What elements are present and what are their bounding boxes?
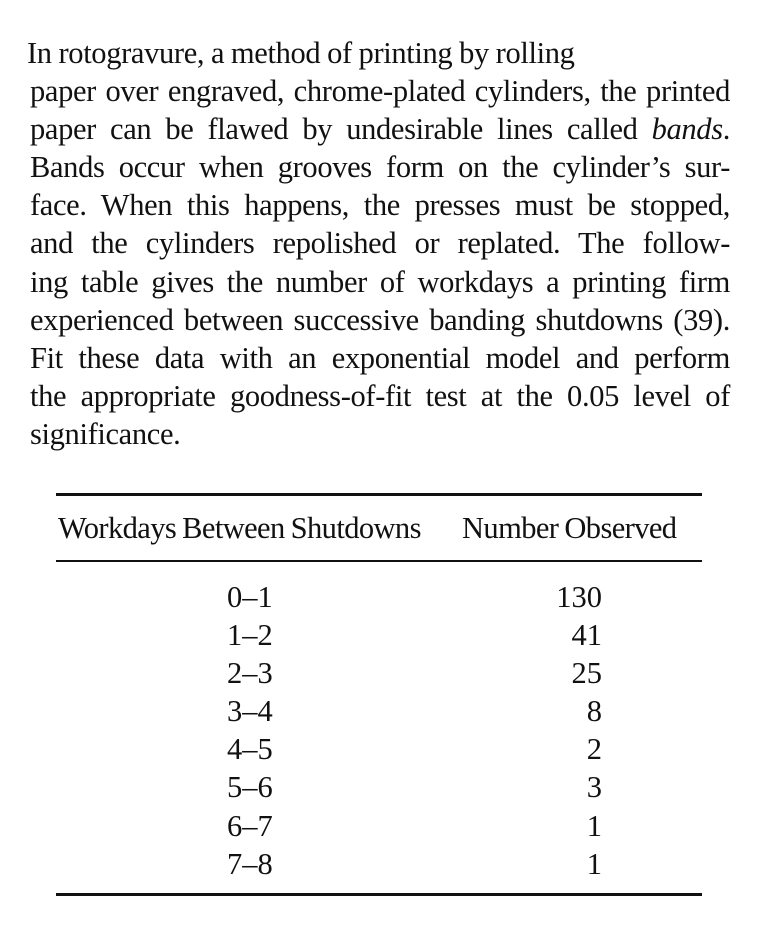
observed-count-cell: 130 bbox=[556, 580, 602, 614]
table-bottom-rule bbox=[56, 893, 702, 896]
table-header-rule bbox=[56, 560, 702, 562]
workdays-range-cell: 5–6 bbox=[227, 770, 273, 805]
observed-count-cell: 1 bbox=[586, 846, 602, 881]
italic-term-bands: bands bbox=[651, 112, 723, 147]
table-row bbox=[0, 692, 760, 730]
table-row bbox=[0, 768, 760, 806]
table-header-observed: Number Observed bbox=[462, 511, 677, 545]
table-header-workdays: Workdays Between Shutdowns bbox=[58, 511, 421, 545]
workdays-range-cell: 0–1 bbox=[227, 580, 273, 614]
table-row bbox=[0, 578, 760, 616]
workdays-range-cell: 3–4 bbox=[227, 694, 273, 729]
workdays-range-cell: 2–3 bbox=[227, 656, 273, 691]
table-top-rule bbox=[56, 493, 702, 496]
paragraph-line: the appropriate goodness-of-fit test at the 0.05 level of bbox=[30, 378, 730, 413]
table-row bbox=[0, 616, 760, 654]
paragraph-line: ing table gives the number of workdays a printing firm bbox=[30, 264, 730, 299]
paragraph-line-text: paper can be flawed by undesirable lines called bbox=[30, 112, 652, 147]
observed-count-cell: 25 bbox=[571, 656, 602, 691]
paragraph-line: and the cylinders repolished or replated. The follow- bbox=[30, 226, 730, 261]
observed-count-cell: 41 bbox=[571, 618, 602, 653]
paragraph-line: significance. bbox=[30, 416, 181, 451]
table-body bbox=[0, 578, 760, 883]
observed-count-cell: 2 bbox=[586, 732, 602, 767]
observed-count-cell: 8 bbox=[586, 694, 602, 729]
observed-count-cell: 3 bbox=[586, 770, 602, 805]
table-row bbox=[0, 807, 760, 845]
italic-term-tail: . bbox=[722, 112, 730, 147]
paragraph-line: In rotogravure, a method of printing by rolling bbox=[27, 36, 575, 70]
paragraph-line: paper over engraved, chrome-plated cylinders, the printed bbox=[30, 74, 730, 109]
workdays-range-cell: 1–2 bbox=[227, 618, 273, 653]
workdays-range-cell: 4–5 bbox=[227, 732, 273, 767]
observed-count-cell: 1 bbox=[586, 808, 602, 843]
paragraph-line: Bands occur when grooves form on the cylinder’s sur- bbox=[30, 150, 730, 185]
paragraph-line bbox=[30, 110, 730, 148]
table-row bbox=[0, 654, 760, 692]
paragraph-line: experienced between successive banding shutdowns (39). bbox=[30, 302, 730, 337]
table-row bbox=[0, 845, 760, 883]
problem-paragraph bbox=[27, 34, 730, 453]
table-row bbox=[0, 730, 760, 768]
paragraph-line: Fit these data with an exponential model and perform bbox=[30, 340, 730, 375]
paragraph-line: face. When this happens, the presses must be stopped, bbox=[30, 188, 730, 223]
workdays-range-cell: 7–8 bbox=[227, 846, 273, 881]
workdays-range-cell: 6–7 bbox=[227, 808, 273, 843]
